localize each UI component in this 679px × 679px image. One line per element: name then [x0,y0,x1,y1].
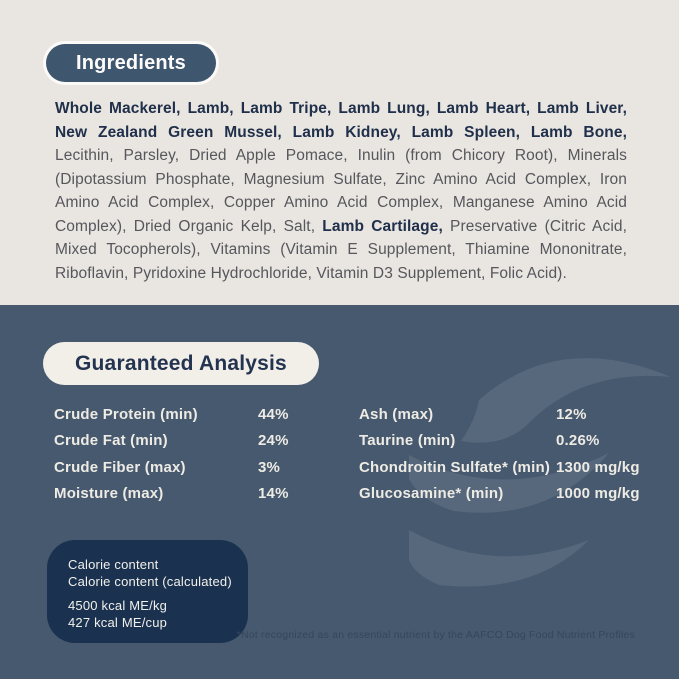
analysis-value: 3% [258,458,281,476]
analysis-value: 1300 mg/kg [556,458,640,476]
analysis-label: Glucosamine* (min) [359,485,504,503]
analysis-value: 14% [258,485,289,503]
ingredients-text [55,97,627,285]
calorie-value-per-cup: 427 kcal ME/cup [68,615,168,630]
analysis-value: 0.26% [556,432,600,450]
analysis-label: Chondroitin Sulfate* (min) [359,458,551,476]
table-row [54,401,628,428]
guaranteed-analysis-header-pill [43,342,319,385]
ingredients-section [0,0,679,305]
calorie-heading-line2: Calorie content (calculated) [68,574,232,589]
table-row [54,481,640,508]
analysis-value: 24% [258,432,289,450]
ingredients-bold-cartilage: Lamb Cartilage, [322,217,443,235]
analysis-value: 44% [258,405,289,423]
analysis-label: Ash (max) [359,405,434,423]
ingredients-bold-lead: Whole Mackerel, Lamb, Lamb Tripe, Lamb Lung, Lamb Heart, Lamb Liver, New Zealand Green Mussel, Lamb Kidney, Lamb Spleen, Lamb Bone, [55,100,627,141]
calorie-heading-line1: Calorie content [68,557,159,572]
analysis-label: Crude Protein (min) [54,405,198,423]
aafco-footnote: *Not recognized as an essential nutrient by the AAFCO Dog Food Nutrient Profiles [236,629,635,641]
table-row [54,428,628,455]
guaranteed-analysis-section [0,305,679,679]
ingredients-header-pill [46,44,216,82]
ingredients-regular-mid: Lecithin, Parsley, Dried Apple Pomace, Inulin (from Chicory Root), Minerals (Dipotassium Phosphate, Magnesium Sulfate, Zinc Amino Acid Complex, Iron Amino Acid Complex, Copper Amino Acid Complex, Manganese Amino Acid Complex), Dried Organic Kelp, Salt, [55,147,627,235]
ingredients-regular-tail: Preservative (Citric Acid, Mixed Tocopherols), Vitamins (Vitamin E Supplement, Thiamine Mononitrate, Riboflavin, Pyridoxine Hydrochloride, Vitamin D3 Supplement, Folic Acid). [55,217,628,282]
table-row [54,454,640,481]
analysis-value: 12% [556,405,587,423]
analysis-label: Crude Fat (min) [54,432,168,450]
analysis-label: Taurine (min) [359,432,456,450]
analysis-label: Crude Fiber (max) [54,458,186,476]
analysis-label: Moisture (max) [54,485,164,503]
analysis-value: 1000 mg/kg [556,485,640,503]
calorie-values [68,597,248,631]
guaranteed-analysis-table [54,401,640,507]
ingredients-title: Ingredients [76,52,186,74]
calorie-value-per-kg: 4500 kcal ME/kg [68,598,168,613]
calorie-content-box [47,540,248,643]
guaranteed-analysis-title: Guaranteed Analysis [75,352,287,375]
